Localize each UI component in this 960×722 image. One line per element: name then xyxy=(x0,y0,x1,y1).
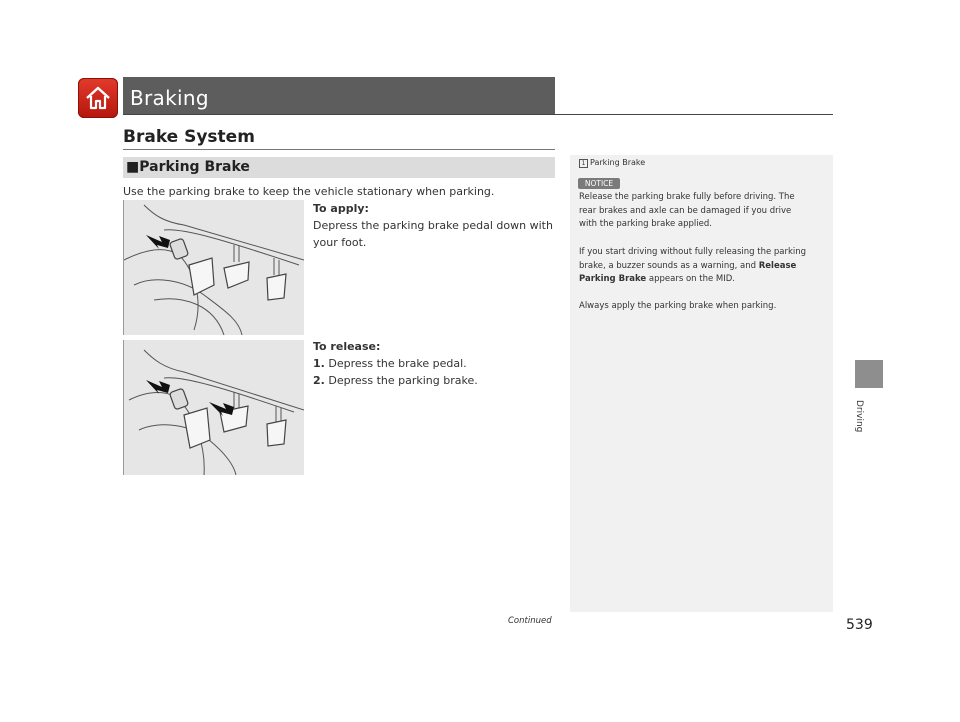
note-paragraph-3: Always apply the parking brake when parking. xyxy=(579,301,777,311)
parking-brake-apply-illustration xyxy=(123,200,304,335)
subsection-marker: ■ xyxy=(126,159,140,175)
note-paragraph-1: Release the parking brake fully before driving. The rear brakes and axle can be damaged if you drive with the parking brake applied. xyxy=(579,192,795,230)
subsection-title xyxy=(126,159,250,175)
reference-icon: 1 xyxy=(579,159,588,168)
note-heading: 1 Parking Brake xyxy=(579,158,645,168)
chapter-title: Braking xyxy=(130,86,209,110)
pedal-illustration-apply xyxy=(124,200,304,335)
home-button[interactable] xyxy=(78,78,118,118)
subsection-title-text: Parking Brake xyxy=(139,159,250,175)
arrow-icon xyxy=(146,235,170,249)
chapter-tab[interactable] xyxy=(855,360,883,388)
apply-instructions xyxy=(313,200,553,251)
note-paragraph-2: If you start driving without fully releasing the parking brake, a buzzer sounds as a warning, and Release Parking Brake appears on the MID. xyxy=(579,247,807,285)
continued-label: Continued xyxy=(508,616,552,626)
arrow-icon xyxy=(146,380,170,394)
release-instructions xyxy=(313,338,553,389)
section-title: Brake System xyxy=(123,127,255,147)
release-step-1: 1. Depress the brake pedal. xyxy=(313,357,467,370)
chapter-tab-label: Driving xyxy=(854,400,864,433)
page-number: 539 xyxy=(846,617,873,633)
chapter-divider xyxy=(123,114,833,115)
notice-badge: NOTICE xyxy=(578,178,620,189)
apply-title: To apply: xyxy=(313,202,369,215)
release-step-2: 2. Depress the parking brake. xyxy=(313,374,478,387)
parking-brake-release-illustration xyxy=(123,340,304,475)
pedal-illustration-release xyxy=(124,340,304,475)
arrow-icon xyxy=(209,402,234,416)
release-title: To release: xyxy=(313,340,381,353)
section-divider xyxy=(123,149,555,150)
intro-text: Use the parking brake to keep the vehicle stationary when parking. xyxy=(123,185,495,198)
home-icon xyxy=(84,84,112,112)
apply-line-1: Depress the parking brake pedal down with xyxy=(313,219,553,232)
apply-line-2: your foot. xyxy=(313,236,367,249)
